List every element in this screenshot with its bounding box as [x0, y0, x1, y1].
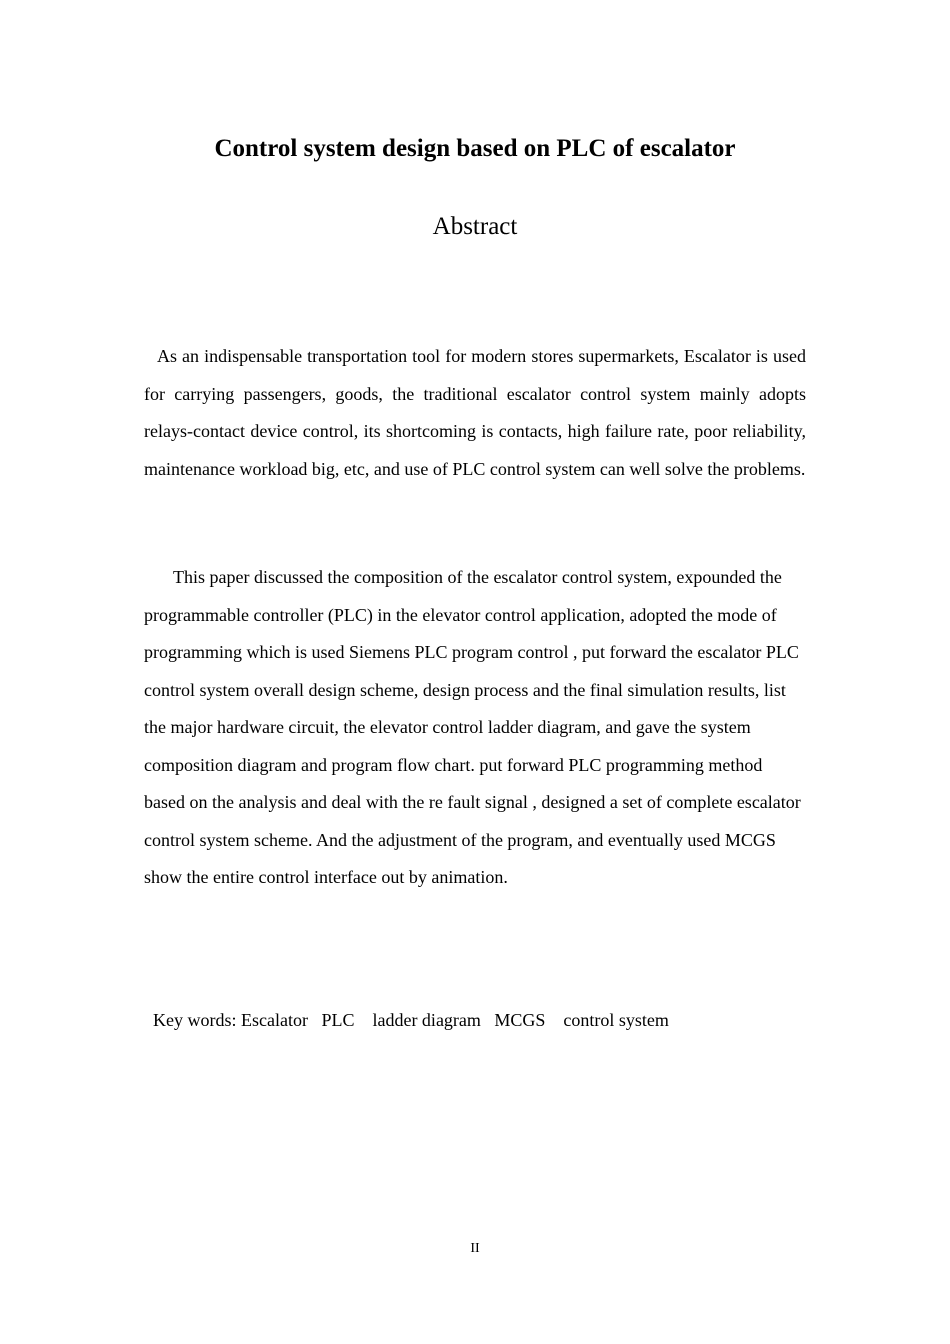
- keywords-line: Key words: Escalator PLC ladder diagram MCGS control system: [153, 1010, 669, 1030]
- document-title: Control system design based on PLC of escalator: [214, 135, 736, 162]
- abstract-heading: Abstract: [432, 213, 518, 240]
- page-number: II: [470, 1241, 480, 1256]
- abstract-paragraph-1: As an indispensable transportation tool for modern stores supermarkets, Escalator is used for carrying passengers, goods, the traditional escalator control system mainly adopts relays-contact device control, its shortcoming is contacts, high failure rate, poor reliability, maintenance workload big, etc, and use of PLC control system can well solve the problems.: [144, 346, 806, 479]
- abstract-paragraph-2: This paper discussed the composition of the escalator control system, expounded the programmable controller (PLC) in the elevator control application, adopted the mode of programming which is used Siemens PLC program control , put forward the escalator PLC control system overall design scheme, design process and the final simulation results, list the major hardware circuit, the elevator control ladder diagram, and gave the system composition diagram and program flow chart. put forward PLC programming method based on the analysis and deal with the re fault signal , designed a set of complete escalator control system scheme. And the adjustment of the program, and eventually used MCGS show the entire control interface out by animation.: [144, 567, 801, 887]
